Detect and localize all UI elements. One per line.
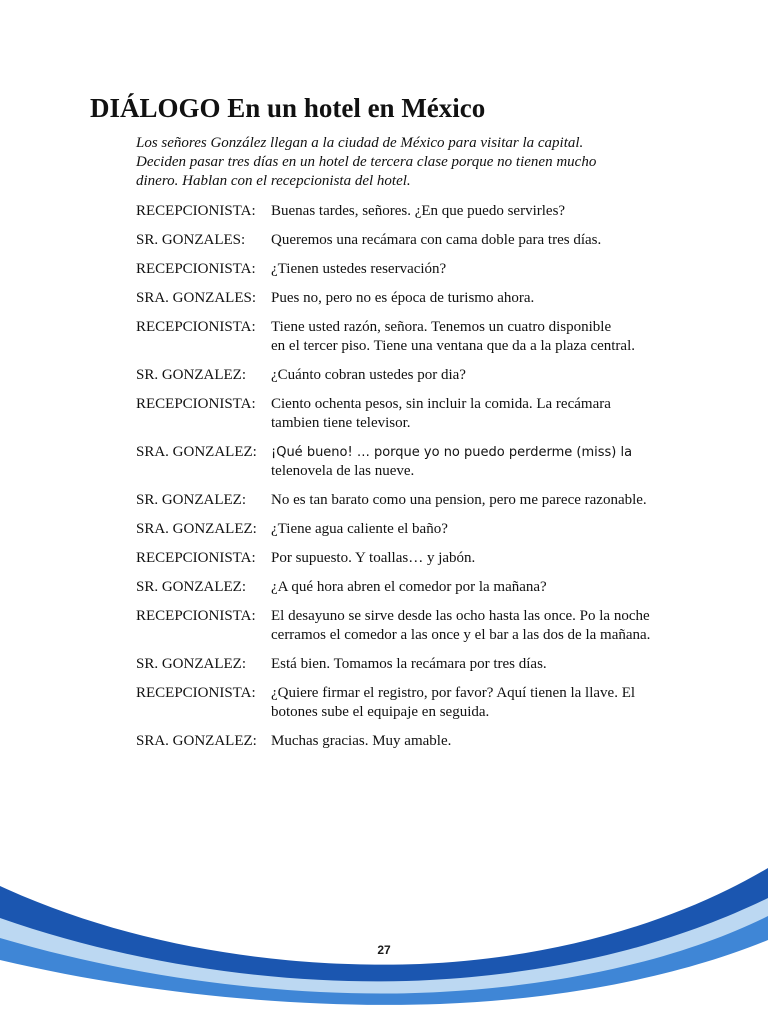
speaker-label: SRA. GONZALEZ: bbox=[136, 733, 257, 749]
dialogue-line: botones sube el equipaje en seguida. bbox=[271, 704, 490, 720]
dialogue-row bbox=[136, 443, 716, 481]
dialogue-row bbox=[136, 395, 716, 433]
dialogue-row bbox=[136, 318, 716, 356]
speaker-label: SR. GONZALEZ: bbox=[136, 579, 246, 595]
dialogue-text bbox=[271, 395, 716, 433]
dialogue-text bbox=[271, 318, 716, 356]
dialogue-row bbox=[136, 231, 716, 250]
speaker-label: SRA. GONZALES: bbox=[136, 290, 257, 306]
dialogue-text bbox=[271, 443, 716, 481]
dialogue-row bbox=[136, 202, 716, 221]
intro-line: Deciden pasar tres días en un hotel de tercera clase porque no tienen mucho bbox=[136, 154, 597, 170]
dialogue-text bbox=[271, 549, 716, 568]
dialogue-row bbox=[136, 366, 716, 385]
speaker-label: RECEPCIONISTA: bbox=[136, 319, 256, 335]
speaker-label: RECEPCIONISTA: bbox=[136, 550, 256, 566]
footer-wave-decoration bbox=[0, 850, 768, 1024]
dialogue-line: Queremos una recámara con cama doble para tres días. bbox=[271, 232, 602, 248]
dialogue-line: tambien tiene televisor. bbox=[271, 415, 411, 431]
intro-line: dinero. Hablan con el recepcionista del hotel. bbox=[136, 173, 411, 189]
speaker-label: SR. GONZALEZ: bbox=[136, 492, 246, 508]
dialogue-text bbox=[271, 655, 716, 674]
speaker-label: SR. GONZALEZ: bbox=[136, 367, 246, 383]
dialogue-row bbox=[136, 578, 716, 597]
speaker-label: RECEPCIONISTA: bbox=[136, 203, 256, 219]
page-number: 27 bbox=[377, 943, 391, 957]
dialogue-line: Por supuesto. Y toallas… y jabón. bbox=[271, 550, 476, 566]
speaker-label: RECEPCIONISTA: bbox=[136, 608, 256, 624]
dialogue-text bbox=[271, 607, 716, 645]
dialogue-line: ¿Tienen ustedes reservación? bbox=[271, 261, 447, 277]
dialogue-text bbox=[271, 684, 716, 722]
dialogue-text bbox=[271, 366, 716, 385]
intro-paragraph bbox=[136, 134, 696, 191]
dialogue-row bbox=[136, 684, 716, 722]
dialogue-line: ¿Tiene agua caliente el baño? bbox=[271, 521, 448, 537]
speaker-label: SR. GONZALEZ: bbox=[136, 656, 246, 672]
dialogue-line: Está bien. Tomamos la recámara por tres días. bbox=[271, 656, 547, 672]
dialogue-text bbox=[271, 520, 716, 539]
dialogue-line: ¿A qué hora abren el comedor por la mañana? bbox=[271, 579, 547, 595]
speaker-label: SR. GONZALES: bbox=[136, 232, 246, 248]
dialogue-row bbox=[136, 289, 716, 308]
dialogue-line: en el tercer piso. Tiene una ventana que da a la plaza central. bbox=[271, 338, 636, 354]
dialogue-line: Tiene usted razón, señora. Tenemos un cuatro disponible bbox=[271, 319, 612, 335]
dialogue-list bbox=[136, 202, 716, 761]
page-title: DIÁLOGO En un hotel en México bbox=[90, 93, 486, 123]
intro-line: Los señores González llegan a la ciudad de México para visitar la capital. bbox=[136, 135, 584, 151]
dialogue-line: Muchas gracias. Muy amable. bbox=[271, 733, 452, 749]
dialogue-text bbox=[271, 578, 716, 597]
dialogue-text bbox=[271, 260, 716, 279]
dialogue-text bbox=[271, 231, 716, 250]
speaker-label: SRA. GONZALEZ: bbox=[136, 444, 257, 460]
dialogue-text bbox=[271, 289, 716, 308]
dialogue-line: No es tan barato como una pension, pero me parece razonable. bbox=[271, 492, 647, 508]
dialogue-text bbox=[271, 202, 716, 221]
dialogue-line: Buenas tardes, señores. ¿En que puedo servirles? bbox=[271, 203, 566, 219]
dialogue-row bbox=[136, 607, 716, 645]
dialogue-row bbox=[136, 260, 716, 279]
dialogue-line: ¡Qué bueno! … porque yo no puedo perderme (miss) la bbox=[271, 445, 633, 460]
speaker-label: RECEPCIONISTA: bbox=[136, 685, 256, 701]
dialogue-line: telenovela de las nueve. bbox=[271, 463, 415, 479]
speaker-label: SRA. GONZALEZ: bbox=[136, 521, 257, 537]
dialogue-line: El desayuno se sirve desde las ocho hasta las once. Po la noche bbox=[271, 608, 650, 624]
dialogue-row bbox=[136, 520, 716, 539]
speaker-label: RECEPCIONISTA: bbox=[136, 261, 256, 277]
speaker-label: RECEPCIONISTA: bbox=[136, 396, 256, 412]
dialogue-line: Ciento ochenta pesos, sin incluir la comida. La recámara bbox=[271, 396, 611, 412]
dialogue-text bbox=[271, 491, 716, 510]
dialogue-row bbox=[136, 732, 716, 751]
dialogue-row bbox=[136, 549, 716, 568]
dialogue-line: ¿Quiere firmar el registro, por favor? Aquí tienen la llave. El bbox=[271, 685, 636, 701]
dialogue-line: ¿Cuánto cobran ustedes por dia? bbox=[271, 367, 466, 383]
dialogue-line: Pues no, pero no es época de turismo ahora. bbox=[271, 290, 535, 306]
dialogue-text bbox=[271, 732, 716, 751]
dialogue-row bbox=[136, 655, 716, 674]
dialogue-row bbox=[136, 491, 716, 510]
dialogue-line: cerramos el comedor a las once y el bar a las dos de la mañana. bbox=[271, 627, 651, 643]
